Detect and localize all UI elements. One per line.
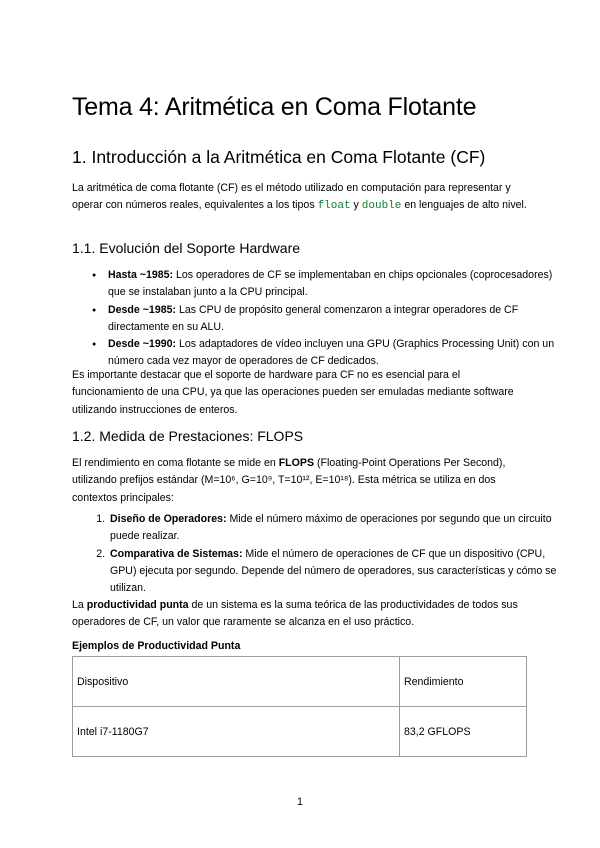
code-double: double [361, 200, 402, 213]
section-1-2-heading: 1.2. Medida de Prestaciones: FLOPS [72, 428, 304, 444]
section-1-heading: 1. Introducción a la Aritmética en Coma Flotante (CF) [72, 147, 486, 167]
page-title: Tema 4: Aritmética en Coma Flotante [72, 93, 477, 121]
section-1-1-heading: 1.1. Evolución del Soporte Hardware [72, 240, 301, 256]
table-header-row [73, 657, 527, 707]
list-item: ● Desde ~1990: Los adaptadores de vídeo incluyen una GPU (Graphics Processing Unit) con un número cada vez mayor de operadores de CF dedicados. [108, 336, 568, 371]
page-number: 1 [297, 796, 303, 808]
list-item: ● Desde ~1985: Las CPU de propósito general comenzaron a integrar operadores de CF directamente en su ALU. [108, 302, 568, 337]
peak-productivity-paragraph: La productividad punta de un sistema es la suma teórica de las productividades de todos sus operadores de CF, un valor que raramente se alcanza en el uso práctico. [72, 599, 518, 629]
list-item: 1. Diseño de Operadores: Mide el número máximo de operaciones por segundo que un circuito puede realizar. [108, 511, 568, 546]
cell-performance: 83,2 GFLOPS [400, 707, 527, 757]
header-device: Dispositivo [73, 657, 400, 707]
hardware-note: Es importante destacar que el soporte de hardware para CF no es esencial para el funcionamiento de una CPU, ya que las operaciones pueden ser emuladas mediante software utilizando instrucciones de enteros. [72, 369, 514, 416]
section-1-intro: La aritmética de coma flotante (CF) es el método utilizado en computación para representar y operar con números reales, equivalentes a los tipos float y double en lenguajes de alto nivel. [72, 182, 527, 213]
hardware-evolution-list [72, 267, 568, 371]
peak-productivity-table [72, 656, 527, 757]
flops-intro: El rendimiento en coma flotante se mide en FLOPS (Floating-Point Operations Per Second), utilizando prefijos estándar (M=10⁶, G=10⁹, T=10¹², E=10¹⁸). Esta métrica se utiliza en dos contextos principales: [72, 457, 506, 504]
cell-device: Intel i7-1180G7 [73, 707, 400, 757]
table-title: Ejemplos de Productividad Punta [72, 640, 241, 652]
list-item: 2. Comparativa de Sistemas: Mide el número de operaciones de CF que un dispositivo (CPU, GPU) ejecuta por segundo. Depende del número de operadores, sus características y cómo se utilizan. [108, 546, 568, 598]
flops-contexts-list [72, 511, 568, 597]
list-item: ● Hasta ~1985: Los operadores de CF se implementaban en chips opcionales (coprocesadores) que se instalaban junto a la CPU principal. [108, 267, 568, 302]
header-performance: Rendimiento [400, 657, 527, 707]
table-row [73, 707, 527, 757]
code-float: float [317, 200, 351, 213]
